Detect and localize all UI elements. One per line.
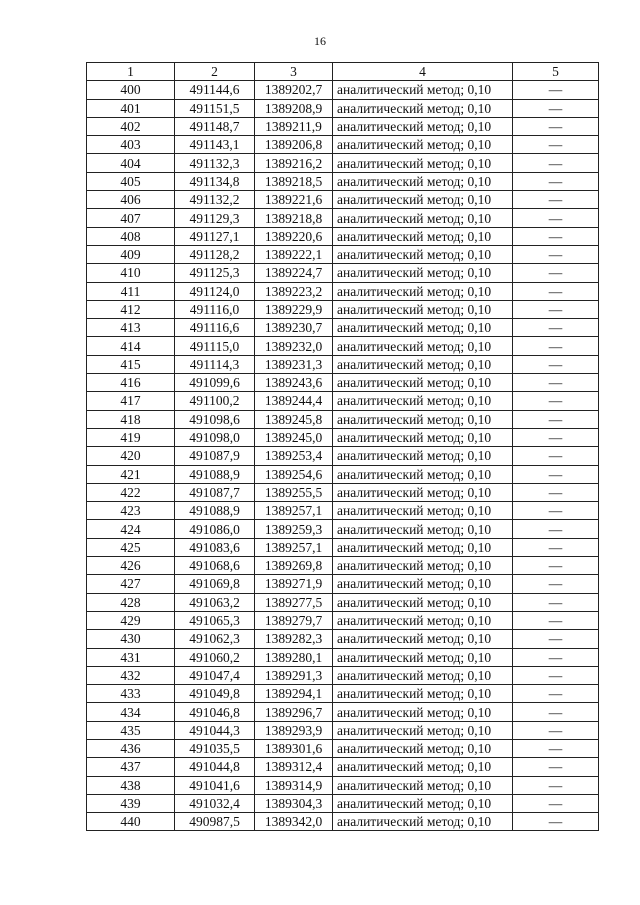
point-number-cell: 401	[87, 99, 175, 117]
method-cell: аналитический метод; 0,10	[333, 99, 513, 117]
table-row	[87, 483, 599, 501]
empty-mark-cell: —	[513, 245, 599, 263]
empty-mark-cell: —	[513, 319, 599, 337]
empty-mark-cell: —	[513, 502, 599, 520]
table-row	[87, 502, 599, 520]
x-coordinate-cell: 491127,1	[175, 227, 255, 245]
y-coordinate-cell: 1389291,3	[255, 666, 333, 684]
y-coordinate-cell: 1389218,5	[255, 172, 333, 190]
y-coordinate-cell: 1389245,0	[255, 428, 333, 446]
x-coordinate-cell: 491116,0	[175, 300, 255, 318]
empty-mark-cell: —	[513, 264, 599, 282]
y-coordinate-cell: 1389342,0	[255, 813, 333, 831]
x-coordinate-cell: 491086,0	[175, 520, 255, 538]
table-row	[87, 374, 599, 392]
x-coordinate-cell: 491143,1	[175, 136, 255, 154]
empty-mark-cell: —	[513, 794, 599, 812]
y-coordinate-cell: 1389229,9	[255, 300, 333, 318]
y-coordinate-cell: 1389211,9	[255, 117, 333, 135]
point-number-cell: 407	[87, 209, 175, 227]
y-coordinate-cell: 1389257,1	[255, 502, 333, 520]
empty-mark-cell: —	[513, 410, 599, 428]
method-cell: аналитический метод; 0,10	[333, 428, 513, 446]
point-number-cell: 420	[87, 447, 175, 465]
point-number-cell: 432	[87, 666, 175, 684]
method-cell: аналитический метод; 0,10	[333, 630, 513, 648]
y-coordinate-cell: 1389296,7	[255, 703, 333, 721]
y-coordinate-cell: 1389202,7	[255, 81, 333, 99]
method-cell: аналитический метод; 0,10	[333, 319, 513, 337]
point-number-cell: 400	[87, 81, 175, 99]
table-row	[87, 355, 599, 373]
column-header-3: 3	[255, 63, 333, 81]
x-coordinate-cell: 491044,3	[175, 721, 255, 739]
y-coordinate-cell: 1389216,2	[255, 154, 333, 172]
x-coordinate-cell: 491098,0	[175, 428, 255, 446]
point-number-cell: 410	[87, 264, 175, 282]
empty-mark-cell: —	[513, 703, 599, 721]
point-number-cell: 409	[87, 245, 175, 263]
y-coordinate-cell: 1389245,8	[255, 410, 333, 428]
point-number-cell: 423	[87, 502, 175, 520]
empty-mark-cell: —	[513, 191, 599, 209]
y-coordinate-cell: 1389253,4	[255, 447, 333, 465]
table-row	[87, 428, 599, 446]
method-cell: аналитический метод; 0,10	[333, 300, 513, 318]
y-coordinate-cell: 1389301,6	[255, 739, 333, 757]
empty-mark-cell: —	[513, 154, 599, 172]
y-coordinate-cell: 1389282,3	[255, 630, 333, 648]
point-number-cell: 421	[87, 465, 175, 483]
point-number-cell: 439	[87, 794, 175, 812]
table-row	[87, 282, 599, 300]
empty-mark-cell: —	[513, 758, 599, 776]
point-number-cell: 424	[87, 520, 175, 538]
table-row	[87, 794, 599, 812]
x-coordinate-cell: 491132,3	[175, 154, 255, 172]
table-row	[87, 593, 599, 611]
method-cell: аналитический метод; 0,10	[333, 374, 513, 392]
table-row	[87, 520, 599, 538]
table-row	[87, 99, 599, 117]
y-coordinate-cell: 1389244,4	[255, 392, 333, 410]
point-number-cell: 436	[87, 739, 175, 757]
empty-mark-cell: —	[513, 282, 599, 300]
empty-mark-cell: —	[513, 227, 599, 245]
y-coordinate-cell: 1389254,6	[255, 465, 333, 483]
x-coordinate-cell: 491148,7	[175, 117, 255, 135]
x-coordinate-cell: 491087,7	[175, 483, 255, 501]
x-coordinate-cell: 491083,6	[175, 538, 255, 556]
empty-mark-cell: —	[513, 630, 599, 648]
point-number-cell: 422	[87, 483, 175, 501]
x-coordinate-cell: 491049,8	[175, 685, 255, 703]
x-coordinate-cell: 490987,5	[175, 813, 255, 831]
x-coordinate-cell: 491099,6	[175, 374, 255, 392]
point-number-cell: 437	[87, 758, 175, 776]
method-cell: аналитический метод; 0,10	[333, 648, 513, 666]
y-coordinate-cell: 1389220,6	[255, 227, 333, 245]
empty-mark-cell: —	[513, 392, 599, 410]
point-number-cell: 430	[87, 630, 175, 648]
x-coordinate-cell: 491087,9	[175, 447, 255, 465]
empty-mark-cell: —	[513, 593, 599, 611]
empty-mark-cell: —	[513, 538, 599, 556]
table-row	[87, 666, 599, 684]
table-row	[87, 410, 599, 428]
table-row	[87, 209, 599, 227]
x-coordinate-cell: 491151,5	[175, 99, 255, 117]
method-cell: аналитический метод; 0,10	[333, 154, 513, 172]
method-cell: аналитический метод; 0,10	[333, 410, 513, 428]
y-coordinate-cell: 1389232,0	[255, 337, 333, 355]
table-row	[87, 81, 599, 99]
empty-mark-cell: —	[513, 648, 599, 666]
x-coordinate-cell: 491032,4	[175, 794, 255, 812]
empty-mark-cell: —	[513, 428, 599, 446]
x-coordinate-cell: 491115,0	[175, 337, 255, 355]
point-number-cell: 434	[87, 703, 175, 721]
table-row	[87, 776, 599, 794]
table-row	[87, 300, 599, 318]
point-number-cell: 433	[87, 685, 175, 703]
table-row	[87, 758, 599, 776]
empty-mark-cell: —	[513, 520, 599, 538]
x-coordinate-cell: 491046,8	[175, 703, 255, 721]
method-cell: аналитический метод; 0,10	[333, 666, 513, 684]
y-coordinate-cell: 1389208,9	[255, 99, 333, 117]
method-cell: аналитический метод; 0,10	[333, 209, 513, 227]
method-cell: аналитический метод; 0,10	[333, 264, 513, 282]
point-number-cell: 426	[87, 557, 175, 575]
method-cell: аналитический метод; 0,10	[333, 611, 513, 629]
empty-mark-cell: —	[513, 813, 599, 831]
x-coordinate-cell: 491114,3	[175, 355, 255, 373]
x-coordinate-cell: 491047,4	[175, 666, 255, 684]
x-coordinate-cell: 491132,2	[175, 191, 255, 209]
method-cell: аналитический метод; 0,10	[333, 593, 513, 611]
y-coordinate-cell: 1389218,8	[255, 209, 333, 227]
empty-mark-cell: —	[513, 557, 599, 575]
y-coordinate-cell: 1389231,3	[255, 355, 333, 373]
x-coordinate-cell: 491060,2	[175, 648, 255, 666]
y-coordinate-cell: 1389221,6	[255, 191, 333, 209]
empty-mark-cell: —	[513, 355, 599, 373]
x-coordinate-cell: 491128,2	[175, 245, 255, 263]
empty-mark-cell: —	[513, 300, 599, 318]
table-row	[87, 557, 599, 575]
table-header-row	[87, 63, 599, 81]
y-coordinate-cell: 1389293,9	[255, 721, 333, 739]
y-coordinate-cell: 1389271,9	[255, 575, 333, 593]
x-coordinate-cell: 491124,0	[175, 282, 255, 300]
method-cell: аналитический метод; 0,10	[333, 685, 513, 703]
method-cell: аналитический метод; 0,10	[333, 813, 513, 831]
empty-mark-cell: —	[513, 337, 599, 355]
y-coordinate-cell: 1389255,5	[255, 483, 333, 501]
table-row	[87, 465, 599, 483]
empty-mark-cell: —	[513, 447, 599, 465]
point-number-cell: 413	[87, 319, 175, 337]
method-cell: аналитический метод; 0,10	[333, 465, 513, 483]
x-coordinate-cell: 491065,3	[175, 611, 255, 629]
method-cell: аналитический метод; 0,10	[333, 483, 513, 501]
table-row	[87, 392, 599, 410]
empty-mark-cell: —	[513, 136, 599, 154]
point-number-cell: 414	[87, 337, 175, 355]
point-number-cell: 418	[87, 410, 175, 428]
method-cell: аналитический метод; 0,10	[333, 721, 513, 739]
x-coordinate-cell: 491044,8	[175, 758, 255, 776]
table-row	[87, 648, 599, 666]
point-number-cell: 411	[87, 282, 175, 300]
y-coordinate-cell: 1389206,8	[255, 136, 333, 154]
y-coordinate-cell: 1389223,2	[255, 282, 333, 300]
empty-mark-cell: —	[513, 739, 599, 757]
y-coordinate-cell: 1389243,6	[255, 374, 333, 392]
table-row	[87, 703, 599, 721]
x-coordinate-cell: 491144,6	[175, 81, 255, 99]
y-coordinate-cell: 1389277,5	[255, 593, 333, 611]
table-row	[87, 721, 599, 739]
method-cell: аналитический метод; 0,10	[333, 227, 513, 245]
y-coordinate-cell: 1389279,7	[255, 611, 333, 629]
empty-mark-cell: —	[513, 575, 599, 593]
x-coordinate-cell: 491088,9	[175, 502, 255, 520]
table-row	[87, 575, 599, 593]
table-row	[87, 739, 599, 757]
y-coordinate-cell: 1389230,7	[255, 319, 333, 337]
method-cell: аналитический метод; 0,10	[333, 575, 513, 593]
table-body	[87, 81, 599, 831]
empty-mark-cell: —	[513, 374, 599, 392]
table-row	[87, 154, 599, 172]
point-number-cell: 429	[87, 611, 175, 629]
method-cell: аналитический метод; 0,10	[333, 191, 513, 209]
table-row	[87, 319, 599, 337]
table-row	[87, 245, 599, 263]
table-row	[87, 611, 599, 629]
x-coordinate-cell: 491068,6	[175, 557, 255, 575]
y-coordinate-cell: 1389312,4	[255, 758, 333, 776]
x-coordinate-cell: 491088,9	[175, 465, 255, 483]
x-coordinate-cell: 491100,2	[175, 392, 255, 410]
empty-mark-cell: —	[513, 721, 599, 739]
method-cell: аналитический метод; 0,10	[333, 337, 513, 355]
table-row	[87, 172, 599, 190]
method-cell: аналитический метод; 0,10	[333, 739, 513, 757]
coordinates-table	[86, 62, 599, 831]
method-cell: аналитический метод; 0,10	[333, 557, 513, 575]
method-cell: аналитический метод; 0,10	[333, 81, 513, 99]
x-coordinate-cell: 491116,6	[175, 319, 255, 337]
empty-mark-cell: —	[513, 685, 599, 703]
y-coordinate-cell: 1389314,9	[255, 776, 333, 794]
x-coordinate-cell: 491062,3	[175, 630, 255, 648]
x-coordinate-cell: 491134,8	[175, 172, 255, 190]
y-coordinate-cell: 1389269,8	[255, 557, 333, 575]
point-number-cell: 438	[87, 776, 175, 794]
y-coordinate-cell: 1389224,7	[255, 264, 333, 282]
empty-mark-cell: —	[513, 99, 599, 117]
point-number-cell: 404	[87, 154, 175, 172]
method-cell: аналитический метод; 0,10	[333, 117, 513, 135]
y-coordinate-cell: 1389280,1	[255, 648, 333, 666]
point-number-cell: 415	[87, 355, 175, 373]
method-cell: аналитический метод; 0,10	[333, 538, 513, 556]
method-cell: аналитический метод; 0,10	[333, 758, 513, 776]
x-coordinate-cell: 491129,3	[175, 209, 255, 227]
point-number-cell: 405	[87, 172, 175, 190]
table-row	[87, 630, 599, 648]
column-header-2: 2	[175, 63, 255, 81]
method-cell: аналитический метод; 0,10	[333, 392, 513, 410]
table-row	[87, 447, 599, 465]
empty-mark-cell: —	[513, 465, 599, 483]
x-coordinate-cell: 491125,3	[175, 264, 255, 282]
x-coordinate-cell: 491041,6	[175, 776, 255, 794]
column-header-1: 1	[87, 63, 175, 81]
point-number-cell: 403	[87, 136, 175, 154]
empty-mark-cell: —	[513, 776, 599, 794]
point-number-cell: 419	[87, 428, 175, 446]
method-cell: аналитический метод; 0,10	[333, 520, 513, 538]
column-header-4: 4	[333, 63, 513, 81]
y-coordinate-cell: 1389257,1	[255, 538, 333, 556]
table-row	[87, 337, 599, 355]
x-coordinate-cell: 491063,2	[175, 593, 255, 611]
point-number-cell: 417	[87, 392, 175, 410]
method-cell: аналитический метод; 0,10	[333, 703, 513, 721]
method-cell: аналитический метод; 0,10	[333, 355, 513, 373]
y-coordinate-cell: 1389222,1	[255, 245, 333, 263]
method-cell: аналитический метод; 0,10	[333, 245, 513, 263]
empty-mark-cell: —	[513, 209, 599, 227]
empty-mark-cell: —	[513, 611, 599, 629]
table-row	[87, 813, 599, 831]
table-row	[87, 136, 599, 154]
method-cell: аналитический метод; 0,10	[333, 776, 513, 794]
column-header-5: 5	[513, 63, 599, 81]
table-row	[87, 685, 599, 703]
point-number-cell: 428	[87, 593, 175, 611]
x-coordinate-cell: 491098,6	[175, 410, 255, 428]
table-row	[87, 117, 599, 135]
empty-mark-cell: —	[513, 117, 599, 135]
empty-mark-cell: —	[513, 81, 599, 99]
point-number-cell: 402	[87, 117, 175, 135]
point-number-cell: 412	[87, 300, 175, 318]
point-number-cell: 416	[87, 374, 175, 392]
empty-mark-cell: —	[513, 666, 599, 684]
point-number-cell: 425	[87, 538, 175, 556]
empty-mark-cell: —	[513, 172, 599, 190]
y-coordinate-cell: 1389304,3	[255, 794, 333, 812]
method-cell: аналитический метод; 0,10	[333, 282, 513, 300]
page-number: 16	[314, 34, 326, 48]
table-row	[87, 538, 599, 556]
x-coordinate-cell: 491069,8	[175, 575, 255, 593]
method-cell: аналитический метод; 0,10	[333, 447, 513, 465]
method-cell: аналитический метод; 0,10	[333, 172, 513, 190]
empty-mark-cell: —	[513, 483, 599, 501]
method-cell: аналитический метод; 0,10	[333, 136, 513, 154]
y-coordinate-cell: 1389259,3	[255, 520, 333, 538]
point-number-cell: 440	[87, 813, 175, 831]
point-number-cell: 406	[87, 191, 175, 209]
y-coordinate-cell: 1389294,1	[255, 685, 333, 703]
method-cell: аналитический метод; 0,10	[333, 502, 513, 520]
table-row	[87, 264, 599, 282]
table-row	[87, 227, 599, 245]
point-number-cell: 431	[87, 648, 175, 666]
point-number-cell: 427	[87, 575, 175, 593]
point-number-cell: 435	[87, 721, 175, 739]
point-number-cell: 408	[87, 227, 175, 245]
table-row	[87, 191, 599, 209]
x-coordinate-cell: 491035,5	[175, 739, 255, 757]
method-cell: аналитический метод; 0,10	[333, 794, 513, 812]
